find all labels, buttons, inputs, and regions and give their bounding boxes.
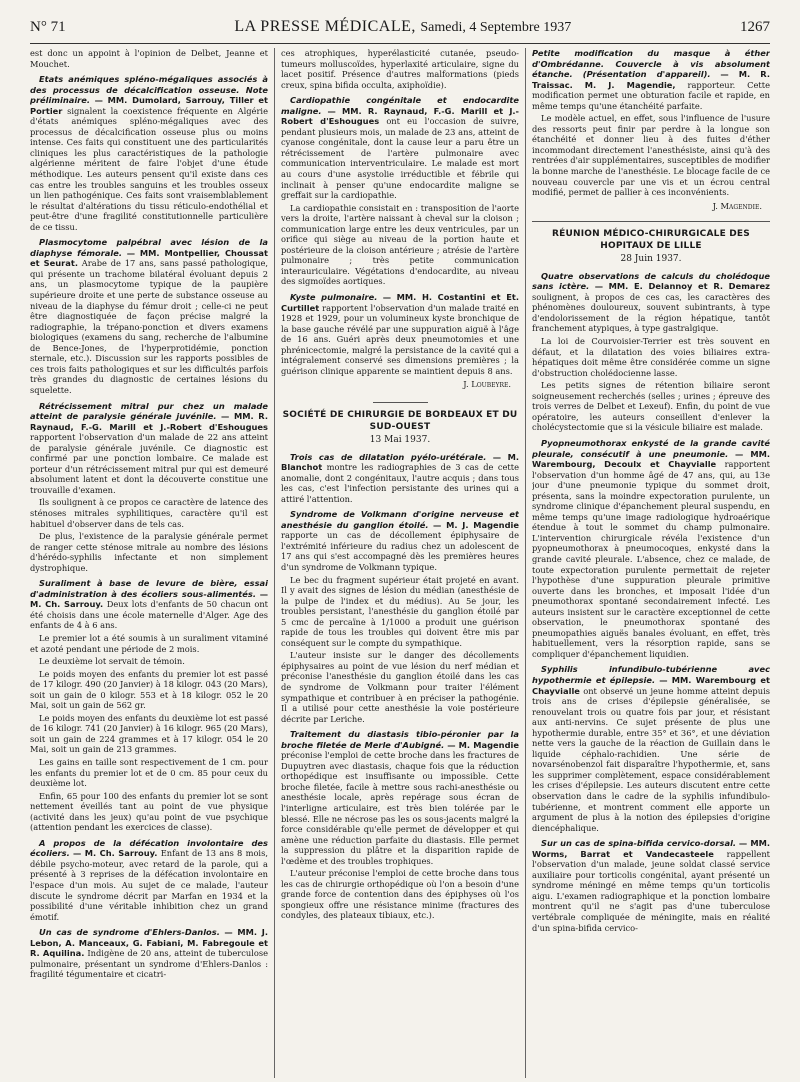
article xyxy=(281,509,519,724)
page-number: 1267 xyxy=(739,19,770,35)
article-title: Cardiopathie congénitale et endocardite maligne. xyxy=(281,95,519,116)
article-body: rapportent l'observation d'un homme âgé de 47 ans, qui, au 13e jour d'une pneumonie typique du sommet droit, présenta, sans la moindre expectoration purulente, un syndrome clinique d'épanchement pleural suspendu, en même temps qu'une image radiologique hydroaérique étendue à tout le sommet du champ pulmonaire. L'intervention chirurgicale révéla l'existence d'un pyopneumothorax à pneumocoques, enkysté dans la grande cavité pleurale. L'absence, chez ce malade, de toute expectoration purulente permettait de rejeter l'hypothèse d'une suppuration pleurale primitive ouverte dans les bronches, et imposait l'idée d'un pneumothorax spontané secondairement infecté. Les auteurs insistent sur le caractère exceptionnel de cette observation, le pneumothorax spontané des pneumopathies aiguës banales évoluant, en effet, très habituellement, vers la résorption rapide, sans se compliquer d'épanchement liquidien. xyxy=(532,459,770,659)
article-title: Quatre observations de calculs du cholédoque sans ictère. xyxy=(532,270,770,292)
article-title: Trois cas de dilatation pyélo-urétérale. xyxy=(290,451,487,462)
paragraph: Ils soulignent à ce propos ce caractère de latence des sténoses mitrales syphilitiques, caractère qu'il est habituel d'observer dans de tels cas. xyxy=(30,497,268,529)
paragraph: Le poids moyen des enfants du deuxième lot est passé de 16 kilogr. 741 (20 Janvier) à 16 kilogr. 965 (20 Mars), soit un gain de 224 grammes et à 17 kilogr. 054 le 20 Mai, soit un gain de 213 grammes. xyxy=(30,712,268,755)
paragraph: L'auteur insiste sur le danger des décollements épiphysaires au point de vue lésion du nerf médian et préconise l'anesthésie du ganglion étoilé dans les cas de syndrome de Volkmann pour traiter l'élément sympathique et contribuer à en préciser la pathogénie. Il a utilisé pour cette anesthésie la voie postérieure décrite par Leriche. xyxy=(281,650,519,724)
section-separator xyxy=(373,402,428,403)
article-title: Syphilis infundibulo-tubérienne avec hypothermie et épilepsie. xyxy=(532,664,770,685)
article-authors: — MM. Montpellier, Choussat et Seurat. xyxy=(30,247,268,269)
session-date: 13 Mai 1937. xyxy=(369,434,431,445)
section-separator xyxy=(532,221,770,222)
article xyxy=(281,452,519,505)
article xyxy=(532,664,770,833)
column-3 xyxy=(532,48,770,1078)
session-date: 28 Juin 1937. xyxy=(620,254,682,265)
article xyxy=(30,927,268,980)
journal-title xyxy=(234,18,571,36)
paragraph: L'auteur préconise l'emploi de cette broche dans tous les cas de chirurgie orthopédique où l'on a besoin d'une grande force de contention dans des épiphyses où l'os spongieux offre une résistance minime (fractures des condyles, des plateaux tibiaux, etc.). xyxy=(281,868,519,921)
article-authors: — M. R. Traissac. xyxy=(532,69,770,90)
article xyxy=(532,271,770,433)
signature: J. Loubeyre. xyxy=(463,379,511,390)
issue-number: N° 71 xyxy=(30,19,66,35)
article-body: ont eu l'occasion de suivre, pendant plusieurs mois, un malade de 23 ans, atteint de cyanose congénitale, dont la cause leur a paru être un rétrécissement de l'artère pulmonaire avec communication interventriculaire. Le malade est mort au cours d'une asystolie irréductible et fébrile qui inclinait à penser qu'une endocardite maligne se greffait sur la cardiopathie. xyxy=(281,116,519,201)
paragraph: Le deuxième lot servait de témoin. xyxy=(39,656,185,667)
article-title: Un cas de syndrome d'Ehlers-Danlos. xyxy=(39,927,220,938)
paragraph: Les gains en taille sont respectivement de 1 cm. pour les enfants du premier lot et de 0 cm. 85 pour ceux du deuxième lot. xyxy=(30,757,268,789)
article xyxy=(30,74,268,232)
column-1 xyxy=(30,48,268,1078)
article xyxy=(281,95,519,287)
column-divider xyxy=(525,48,526,1078)
article-body: rapportent l'observation d'un malade traité en 1928 et 1929, pour un volumineux kyste bronchique de la base gauche révélé par une suppuration aiguë à l'âge de 16 ans. Guéri après deux pneumotomies et une phrénicectomie, malgré la persistance de la cavité qui a intégralement conservé ses dimensions premières ; la guérison clinique apparente se maintient depuis 8 ans. xyxy=(281,302,519,376)
article-body: Arabe de 17 ans, sans passé pathologique, qui présente un trachome bilatéral évoluant depuis 2 ans, un plasmocytome typique de la paupière supérieure droite et une perte de substance osseuse au niveau de la diaphyse du fémur droit ; celle-ci ne peut être diagnostiquée de façon précise malgré la radiographie, la trépano-ponction et divers examens biologiques (examens du sang, recherche de l'albumine de Bence-Jones, de l'hyperprotidémie, ponction sternale, etc.). Discussion sur les rapports possibles de ces trois faits pathologiques et sur les difficultés parfois très grandes du diagnostic de certaines lésions du squelette. xyxy=(30,258,268,395)
article-title: Pyopneumothorax enkysté de la grande cavité pleurale, consécutif à une pneumonie. xyxy=(532,437,770,459)
article-authors: — MM. Warembourg, Decoulx et Chayvialle xyxy=(532,448,770,470)
article-title: Etats anémiques spléno-mégaliques associés à des processus de décalcification osseuse. Note préliminaire. xyxy=(30,74,268,106)
paragraph: Enfin, 65 pour 100 des enfants du premier lot se sont nettement éveillés tant au point de vue physique (activité dans les jeux) qu'au point de vue psychique (attention pendant les exercices de classe). xyxy=(30,790,268,833)
article xyxy=(281,729,519,921)
paragraph: est donc un appoint à l'opinion de Delbet, Jeanne et Mouchet. xyxy=(30,48,268,69)
column-divider xyxy=(274,48,275,1078)
article-title: Petite modification du masque à éther d'Ombrédanne. Couvercle à vis absolument étanche. (Présentation d'appareil). xyxy=(532,48,770,80)
article-authors: — MM. H. Costantini et Et. Curtillet xyxy=(281,292,519,313)
article-title: Plasmocytome palpébral avec lésion de la diaphyse fémorale. xyxy=(30,237,268,258)
article xyxy=(532,48,770,211)
society-heading: RÉUNION MÉDICO-CHIRURGICALE DES HOPITAUX DE LILLE xyxy=(552,229,750,252)
journal-name: LA PRESSE MÉDICALE, xyxy=(234,18,416,35)
article xyxy=(30,237,268,395)
article-title: Suraliment à base de levure de bière, essai d'administration à des écoliers sous-alimentés. xyxy=(30,578,268,599)
article-body: rapportent l'observation d'un malade de 22 ans atteint de paralysie générale juvénile. Ce diagnostic est confirmé par une ponction lombaire. Ce malade est porteur d'un rétrécissement mitral pur qui est demeuré absolument latent et dont la découverte constitue une trouvaille d'examen. xyxy=(30,432,268,495)
paragraph: Les petits signes de rétention biliaire seront soigneusement recherchés (selles ; urines ; épreuve des trois verres de Delbet et Lexeuf). Enfin, du point de vue opératoire, les auteurs conseillent d'enlever la cholécystectomie que si la vésicule biliaire est malade. xyxy=(532,380,770,433)
paragraph: Le modèle actuel, en effet, sous l'influence de l'usure des ressorts peut finir par perdre à la longue son étanchéité et donner lieu à des fuites d'éther incommodant directement l'anesthésiste, ainsi qu'à des rentrées d'air supplémentaires, susceptibles de modifier la bonne marche de l'anesthésie. Le blocage facile de ce nouveau couvercle par une vis et un écrou central modifié, permet de pallier à ces inconvénients. xyxy=(532,113,770,198)
article-body: Indigène de 20 ans, atteint de tuberculose pulmonaire, présentant un syndrome d'Ehlers-Danlos : fragilité tégumentaire et cicatri- xyxy=(30,948,268,980)
article xyxy=(532,838,770,933)
article-title: Syndrome de Volkmann d'origine nerveuse et anesthésie du ganglion étoilé. xyxy=(281,509,519,530)
society-heading: SOCIÉTÉ DE CHIRURGIE DE BORDEAUX ET DU SUD-OUEST xyxy=(282,409,518,432)
paragraph: ces atrophiques, hyperélasticité cutanée, pseudo-tumeurs molluscoïdes, hyperlaxité articulaire, signe du lacet positif. Présence d'autres malformations (pieds creux, spina bifida occulta, axiphoïdie). xyxy=(281,48,519,90)
article-body: préconise l'emploi de cette broche dans les fractures de Dupuytren avec diastasis, chaque fois que la réduction orthopédique est insuffisante ou impossible. Cette broche filetée, facile à mettre sous rachi-anesthésie ou anesthésie locale, après repérage sous écran de l'interligne articulaire, est très bien tolérée par le blessé. Elle ne nécrose pas les os sous-jacents malgré la force considérable qu'elle permet de développer et qui amène une réduction parfaite du diastasis. Elle permet la suppression du plâtre et la disparition rapide de l'œdème et des troubles trophiques. xyxy=(281,750,519,866)
article-body: rapporteur. Cette modification permet une obturation facile et rapide, en même temps qu'une étanchéité parfaite. xyxy=(532,79,770,111)
issue-date: Samedi, 4 Septembre 1937 xyxy=(420,20,572,35)
paragraph: Le premier lot a été soumis à un suraliment vitaminé et azoté pendant une période de 2 mois. xyxy=(30,632,268,654)
article-rapporteur: M. J. Magendie, xyxy=(584,79,676,90)
article-authors: — MM. E. Delannoy et R. Demarez xyxy=(594,281,770,292)
article-authors: — MM. Worms, Barrat et Vandecasteele xyxy=(532,838,770,859)
paragraph: De plus, l'existence de la paralysie générale permet de ranger cette sténose mitrale au nombre des lésions d'hérédo-syphilis infectante et non simplement dystrophique. xyxy=(30,531,268,573)
article-authors: — MM. J. Lebon, A. Manceaux, G. Fabiani, M. Fabregoule et R. Aquilina. xyxy=(30,927,268,959)
article-body: Enfant de 13 ans 8 mois, débile psycho-moteur, avec retard de la parole, qui a présenté à 3 reprises de la défécation involontaire en l'espace d'un mois. Au sujet de ce malade, l'auteur discute le syndrome décrit par Marfan en 1934 et la possibilité d'une véritable inhibition chez un grand émotif. xyxy=(30,848,268,922)
article-title: Kyste pulmonaire. xyxy=(290,292,378,303)
article-body: montre les radiographies de 3 cas de cette anomalie, dont 2 congénitaux, l'autre acquis ; dans tous les cas, c'est l'infection persistante des urines qui a attiré l'attention. xyxy=(281,462,519,504)
article-title: A propos de la défécation involontaire des écoliers. xyxy=(30,837,268,859)
paragraph: Le bec du fragment supérieur était projeté en avant. Il y avait des signes de lésion du médian (anesthésie de la pulpe de l'index et du médius). Au 5e jour, les troubles persistant, l'anesthésie du ganglion étoilé par 5 cmc de percaïne à 1/1000 a produit une guérison rapide de tous les troubles qui doivent être mis par conséquent sur le compte du sympathique. xyxy=(281,574,519,648)
article-body: soulignent, à propos de ces cas, les caractères des phénomènes douloureux, souvent subintrants, à type d'endolorissement de la région hépatique, tantôt franchement atypiques, à type gastralgique. xyxy=(532,291,770,334)
article-authors: — M. Blanchot xyxy=(281,451,519,473)
column-2 xyxy=(281,48,519,1078)
article-title: Traitement du diastasis tibio-péronier par la broche filetée de Merle d'Aubigné. xyxy=(281,729,519,750)
article xyxy=(30,401,268,574)
article-authors: — MM. R. Raynaud, F.-G. Marill et J.-Robert d'Eshougues xyxy=(30,411,268,432)
article-authors: — MM. Dumolard, Sarrouy, Tiller et Portier xyxy=(30,95,268,116)
article-authors: — M. Ch. Sarrouy. xyxy=(30,588,268,610)
article-body: ont observé un jeune homme atteint depuis trois ans de crises d'épilepsie généralisée, se renouvelant trois ou quatre fois par jour, et résistant aux anti-nervins. Ce sujet présente de plus une hypothermie durable, entre 35° et 36°, et une déviation nette vers la gauche de la réaction de Guillain dans le liquide céphalo-rachidien. Une série de novarsénobenzol fait disparaître l'hypothermie, et, sans les supprimer complètement, espace considérablement les crises d'épilepsie. Les auteurs discutent entre cette observation dans le cadre de la syphilis infundibulo-tubérienne, et montrent comment elle apporte un argument de plus à la notion des épilepsies d'origine diencéphalique. xyxy=(532,685,770,833)
signature: J. Magendie. xyxy=(712,200,762,211)
article-authors: — MM. R. Raynaud, F.-G. Marill et J.-Robert d'Eshougues xyxy=(281,105,519,127)
paragraph: La cardiopathie consistait en : transposition de l'aorte vers la droite, l'artère naissant à cheval sur la cloison ; communication large entre les deux ventricules, par un orifice qui siège au niveau de la portion haute et postérieure de la cloison antérieure ; atrésie de l'artère pulmonaire ; très petite communication interauriculaire. Végétations d'endocardite, au niveau des sigmoïdes aortiques. xyxy=(281,202,519,287)
page-header xyxy=(30,18,770,40)
article-title: Rétrécissement mitral pur chez un malade atteint de paralysie générale juvénile. xyxy=(30,400,268,422)
article-body: rappellent l'observation d'un malade, jeune soldat classé service auxiliaire pour torticolis congénital, ayant présenté un syndrome méningé en même temps qu'un torticolis aigu. L'examen radiographique et la ponction lombaire montrent qu'il ne s'agit pas d'une tuberculose vertébrale compliquée de méningite, mais en réalité d'un spina-bifida cervico- xyxy=(532,848,770,933)
article xyxy=(30,578,268,833)
article-authors: — M. Ch. Sarrouy. xyxy=(72,848,158,859)
header-rule xyxy=(30,43,770,44)
article-authors: — M. Magendie xyxy=(447,739,519,750)
article-authors: — MM. Warembourg et Chayvialle xyxy=(532,674,770,696)
article-body: signalent la coexistence fréquente en Algérie d'états anémiques spléno-mégaliques avec des processus de décalcification osseuse plus ou moins intense. Ces faits qui constituent une des particularités cliniques les plus caractéristiques de la pathologie algérienne méritent de faire l'objet d'une étude méthodique. Les auteurs pensent qu'il existe dans ces cas entre les troubles sanguins et les troubles osseux un lien pathogénique. Ces faits sont vraisemblablement le résultat d'altérations du tissu réticulo-endothélial et peut-être d'une fragilité constitutionnelle particulière de ce tissu. xyxy=(30,105,268,232)
article-authors: — M. J. Magendie xyxy=(433,519,519,530)
article-body: Deux lots d'enfants de 50 chacun ont été choisis dans une école maternelle d'Alger. Age des enfants de 4 à 6 ans. xyxy=(30,599,268,631)
article-body: rapporte un cas de décollement épiphysaire de l'extrémité inférieure du radius chez un adolescent de 17 ans qui s'est accompagné dès les premières heures d'un syndrome de Volkmann typique. xyxy=(281,530,519,572)
article xyxy=(532,438,770,659)
paragraph: Le poids moyen des enfants du premier lot est passé de 17 kilogr. 490 (20 Janvier) à 18 kilogr. 043 (20 Mars), soit un gain de 0 kilogr. 553 et à 18 kilogr. 052 le 20 Mai, soit un gain de 562 gr. xyxy=(30,668,268,711)
article-title: Sur un cas de spina-bifida cervico-dorsal. xyxy=(541,838,737,849)
paragraph: La loi de Courvoisier-Terrier est très souvent en défaut, et la dilatation des voies biliaires extra-hépatiques doit même être considérée comme un signe d'obstruction cholédocienne lasse. xyxy=(532,336,770,378)
article xyxy=(281,292,519,390)
article xyxy=(30,838,268,922)
